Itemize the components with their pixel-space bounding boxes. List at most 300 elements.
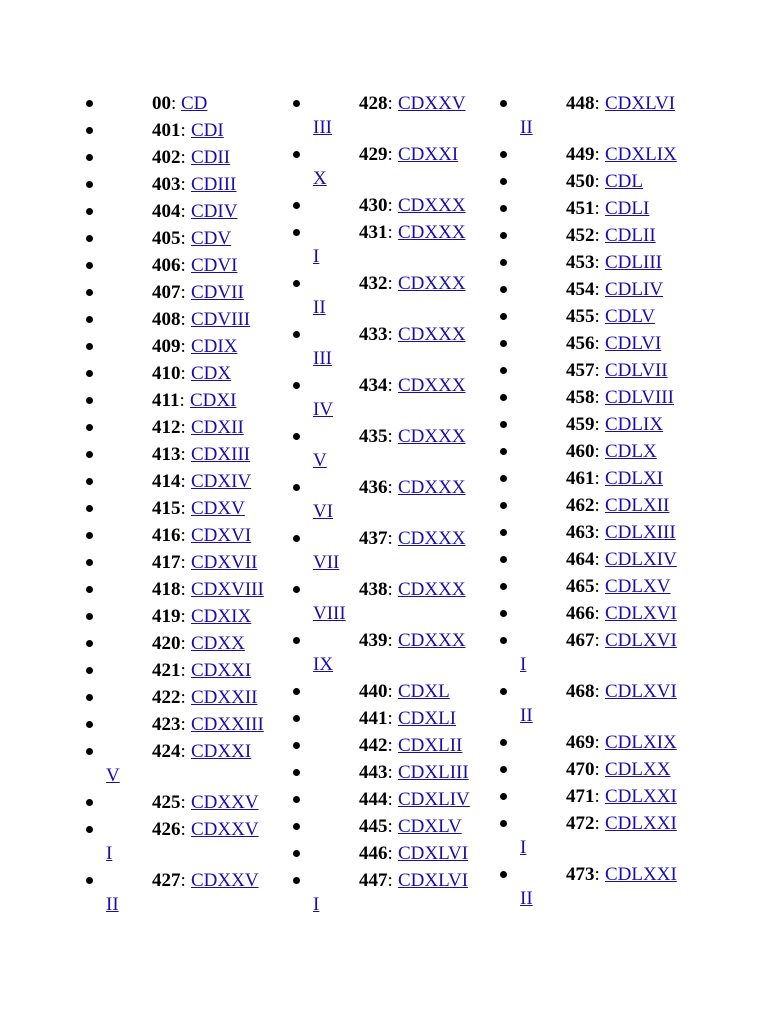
item-number-colon: : (387, 789, 393, 810)
list-item (500, 573, 720, 600)
item-number (566, 90, 600, 117)
item-number-colon: : (594, 732, 600, 753)
roman-numeral-link[interactable]: CDXXI (191, 660, 252, 681)
bullet-icon (86, 877, 93, 884)
item-number-text: 443 (359, 762, 388, 783)
item-number-colon: : (387, 870, 393, 891)
roman-numeral-link[interactable]: CDI (191, 120, 224, 141)
item-number-colon: : (180, 174, 186, 195)
item-number-text: 462 (566, 495, 595, 516)
roman-numeral-link[interactable]: CDXLVI (398, 843, 469, 864)
item-number (566, 783, 600, 810)
item-number-text: 458 (566, 387, 595, 408)
item-number-colon: : (180, 741, 186, 762)
item-number (152, 630, 186, 657)
item-number-colon: : (387, 735, 393, 756)
item-number-text: 441 (359, 708, 388, 729)
list-item (500, 90, 720, 141)
item-number (152, 90, 176, 117)
roman-numeral-link[interactable]: CDLVIII (605, 387, 674, 408)
item-number-colon: : (387, 195, 393, 216)
roman-numeral-link[interactable]: CDXXV (398, 93, 466, 114)
roman-numeral-link[interactable]: CDIV (191, 201, 238, 222)
bullet-icon (293, 769, 300, 776)
bullet-icon (293, 382, 300, 389)
roman-numeral-link[interactable]: CDII (191, 147, 231, 168)
item-number-colon: : (594, 387, 600, 408)
roman-numeral-link[interactable]: CDLXIII (605, 522, 676, 543)
item-number (359, 423, 393, 450)
item-number-colon: : (594, 549, 600, 570)
bullet-icon (500, 151, 507, 158)
list-item (86, 522, 306, 549)
bullet-icon (86, 667, 93, 674)
item-number (566, 861, 600, 888)
item-number (566, 810, 600, 837)
list-item (86, 441, 306, 468)
roman-numeral-link[interactable]: CD (181, 93, 208, 114)
list-item (500, 600, 720, 627)
item-number (359, 627, 393, 654)
list-item (293, 732, 513, 759)
roman-numeral-link-continuation[interactable]: VIII (313, 603, 346, 624)
bullet-icon (293, 823, 300, 830)
item-number-colon: : (387, 816, 393, 837)
bullet-icon (86, 235, 93, 242)
item-number-colon: : (594, 522, 600, 543)
bullet-icon (500, 871, 507, 878)
item-number (359, 678, 393, 705)
roman-numeral-link[interactable]: CDL (605, 171, 643, 192)
item-number (566, 357, 600, 384)
item-number (566, 276, 600, 303)
roman-numeral-link-continuation[interactable]: II (520, 705, 533, 726)
item-number-colon: : (180, 819, 186, 840)
item-number (359, 372, 393, 399)
item-number-text: 429 (359, 144, 388, 165)
roman-numeral-link[interactable]: CDXXII (191, 687, 258, 708)
roman-numeral-link[interactable]: CDXLIX (605, 144, 677, 165)
roman-numeral-link[interactable]: CDLXVI (605, 681, 677, 702)
roman-numeral-link[interactable]: CDLXII (605, 495, 670, 516)
item-number-colon: : (594, 759, 600, 780)
item-number (152, 576, 186, 603)
roman-numeral-link[interactable]: CDXLIV (398, 789, 470, 810)
list-item (86, 549, 306, 576)
item-number (359, 576, 393, 603)
item-number (152, 603, 186, 630)
bullet-icon (500, 793, 507, 800)
item-number-text: 449 (566, 144, 595, 165)
item-number-text: 419 (152, 606, 181, 627)
bullet-icon (86, 289, 93, 296)
item-number-colon: : (387, 579, 393, 600)
item-number (152, 414, 186, 441)
roman-numeral-link[interactable]: CDLXXI (605, 813, 677, 834)
item-number (152, 816, 186, 843)
item-number (359, 219, 393, 246)
roman-numeral-link[interactable]: CDLII (605, 225, 656, 246)
list-item (293, 141, 513, 192)
list-item (500, 168, 720, 195)
item-number (359, 759, 393, 786)
roman-numeral-link[interactable]: CDXLVI (605, 93, 676, 114)
item-number-text: 432 (359, 273, 388, 294)
item-number-text: 452 (566, 225, 595, 246)
list-item (500, 783, 720, 810)
item-number (359, 270, 393, 297)
roman-numeral-link[interactable]: CDXV (191, 498, 245, 519)
item-number-colon: : (387, 528, 393, 549)
roman-numeral-link[interactable]: CDLXV (605, 576, 671, 597)
roman-numeral-link[interactable]: CDXIV (191, 471, 252, 492)
roman-numeral-link[interactable]: CDXVI (191, 525, 252, 546)
item-number-text: 435 (359, 426, 388, 447)
roman-numeral-link[interactable]: CDXXX (398, 375, 466, 396)
roman-numeral-link[interactable]: CDLV (605, 306, 655, 327)
list-item (500, 384, 720, 411)
roman-numeral-link[interactable]: CDLXXI (605, 864, 677, 885)
list-item (86, 198, 306, 225)
item-number (566, 249, 600, 276)
roman-numeral-link[interactable]: CDXL (398, 681, 450, 702)
bullet-icon (293, 877, 300, 884)
item-number (566, 330, 600, 357)
item-number-text: 464 (566, 549, 595, 570)
roman-numeral-link[interactable]: CDXLV (398, 816, 462, 837)
roman-numeral-link-continuation[interactable]: VI (313, 501, 334, 522)
item-number-colon: : (180, 147, 186, 168)
list-item (86, 279, 306, 306)
roman-numeral-link[interactable]: CDLI (605, 198, 650, 219)
roman-numeral-link-continuation[interactable]: II (106, 894, 119, 915)
bullet-icon (500, 688, 507, 695)
roman-numeral-link-continuation[interactable]: I (520, 837, 527, 858)
roman-numeral-link[interactable]: CDLVI (605, 333, 662, 354)
bullet-icon (500, 820, 507, 827)
roman-numeral-link[interactable]: CDXXV (191, 870, 259, 891)
roman-numeral-link[interactable]: CDXXI (398, 144, 459, 165)
roman-numeral-link-continuation[interactable]: III (313, 348, 332, 369)
list-item (86, 171, 306, 198)
item-number (566, 519, 600, 546)
roman-numeral-link[interactable]: CDVIII (191, 309, 251, 330)
roman-numeral-link[interactable]: CDXXX (398, 273, 466, 294)
item-number (152, 549, 186, 576)
list-item (86, 816, 306, 867)
list-item (500, 756, 720, 783)
item-number-colon: : (594, 333, 600, 354)
item-number-text: 438 (359, 579, 388, 600)
list-item (293, 525, 513, 576)
item-number-colon: : (180, 606, 186, 627)
roman-numeral-link[interactable]: CDXVII (191, 552, 258, 573)
bullet-icon (86, 424, 93, 431)
item-number (359, 840, 393, 867)
list-item (500, 249, 720, 276)
roman-numeral-link[interactable]: CDXXX (398, 477, 466, 498)
item-number-colon: : (594, 414, 600, 435)
roman-numeral-link-continuation[interactable]: V (106, 765, 120, 786)
item-number-colon: : (594, 198, 600, 219)
list-column-1 (86, 90, 306, 918)
item-number-text: 404 (152, 201, 181, 222)
list-item (293, 423, 513, 474)
list-item (86, 603, 306, 630)
item-number-colon: : (594, 279, 600, 300)
bullet-icon (86, 262, 93, 269)
item-number-text: 473 (566, 864, 595, 885)
list-item (293, 219, 513, 270)
roman-numeral-link[interactable]: CDXLIII (398, 762, 469, 783)
bullet-icon (293, 796, 300, 803)
roman-numeral-link[interactable]: CDXI (190, 390, 237, 411)
roman-numeral-link[interactable]: CDXXV (191, 819, 259, 840)
item-number-colon: : (180, 660, 186, 681)
roman-numeral-link[interactable]: CDIX (191, 336, 238, 357)
item-number (566, 168, 600, 195)
item-number-colon: : (594, 495, 600, 516)
item-number-text: 409 (152, 336, 181, 357)
roman-numeral-link[interactable]: CDXXX (398, 630, 466, 651)
item-number-colon: : (180, 363, 186, 384)
roman-numeral-link[interactable]: CDLIX (605, 414, 664, 435)
bullet-icon (86, 748, 93, 755)
item-number (359, 192, 393, 219)
list-item (293, 705, 513, 732)
roman-numeral-link[interactable]: CDVII (191, 282, 244, 303)
bullet-icon (500, 340, 507, 347)
item-number-text: 413 (152, 444, 181, 465)
bullet-icon (293, 535, 300, 542)
bullet-icon (86, 505, 93, 512)
item-number-colon: : (180, 309, 186, 330)
bullet-icon (86, 640, 93, 647)
roman-numeral-link[interactable]: CDLVII (605, 360, 668, 381)
list-item (86, 684, 306, 711)
list-item (500, 861, 720, 912)
item-number-text: 401 (152, 120, 181, 141)
roman-numeral-link[interactable]: CDLIII (605, 252, 662, 273)
list-column-3 (500, 90, 720, 912)
roman-numeral-link[interactable]: CDXVIII (191, 579, 264, 600)
item-number-text: 436 (359, 477, 388, 498)
item-number (152, 198, 186, 225)
roman-numeral-link[interactable]: CDLXVI (605, 603, 677, 624)
item-number (359, 705, 393, 732)
roman-numeral-link[interactable]: CDXXX (398, 426, 466, 447)
item-number-colon: : (594, 576, 600, 597)
roman-numeral-link[interactable]: CDLIV (605, 279, 664, 300)
bullet-icon (500, 286, 507, 293)
item-number-colon: : (387, 477, 393, 498)
roman-numeral-link-continuation[interactable]: I (313, 894, 320, 915)
item-number-text: 461 (566, 468, 595, 489)
item-number-text: 405 (152, 228, 181, 249)
list-item (86, 117, 306, 144)
item-number-colon: : (180, 792, 186, 813)
bullet-icon (293, 202, 300, 209)
item-number-text: 457 (566, 360, 595, 381)
bullet-icon (86, 559, 93, 566)
roman-numeral-link[interactable]: CDLXIX (605, 732, 677, 753)
list-item (500, 729, 720, 756)
bullet-icon (293, 637, 300, 644)
roman-numeral-link[interactable]: CDXXV (191, 792, 259, 813)
item-number-text: 468 (566, 681, 595, 702)
roman-numeral-link[interactable]: CDXXX (398, 579, 466, 600)
roman-numeral-link[interactable]: CDLXIV (605, 549, 677, 570)
roman-numeral-link-continuation[interactable]: IX (313, 654, 334, 675)
bullet-icon (500, 583, 507, 590)
item-number (566, 573, 600, 600)
item-number (566, 546, 600, 573)
item-number-colon: : (387, 630, 393, 651)
item-number-colon: : (180, 282, 186, 303)
roman-numeral-link[interactable]: CDLXI (605, 468, 664, 489)
item-number (152, 144, 186, 171)
bullet-icon (293, 715, 300, 722)
item-number-colon: : (180, 336, 186, 357)
roman-numeral-link[interactable]: CDIII (191, 174, 237, 195)
item-number-colon: : (594, 306, 600, 327)
item-number-text: 410 (152, 363, 181, 384)
item-number-text: 467 (566, 630, 595, 651)
roman-numeral-link[interactable]: CDX (191, 363, 232, 384)
item-number (566, 465, 600, 492)
list-item (86, 711, 306, 738)
roman-numeral-link-continuation[interactable]: I (313, 246, 320, 267)
item-number-colon: : (387, 843, 393, 864)
item-number-colon: : (594, 864, 600, 885)
item-number-text: 445 (359, 816, 388, 837)
item-number-text: 00 (152, 93, 171, 114)
item-number-colon: : (180, 444, 186, 465)
list-item (293, 192, 513, 219)
bullet-icon (500, 739, 507, 746)
bullet-icon (500, 259, 507, 266)
item-number-text: 402 (152, 147, 181, 168)
roman-numeral-link[interactable]: CDXIX (191, 606, 252, 627)
item-number (152, 684, 186, 711)
list-item (293, 474, 513, 525)
roman-numeral-link-continuation[interactable]: IV (313, 399, 334, 420)
item-number (152, 117, 186, 144)
roman-numeral-link[interactable]: CDXXX (398, 195, 466, 216)
roman-numeral-link-continuation[interactable]: I (520, 654, 527, 675)
list-item (86, 90, 306, 117)
item-number (566, 756, 600, 783)
bullet-icon (500, 475, 507, 482)
item-number (152, 738, 186, 765)
item-number (359, 813, 393, 840)
bullet-icon (86, 208, 93, 215)
roman-numeral-link-continuation[interactable]: II (520, 117, 533, 138)
roman-numeral-link[interactable]: CDLXX (605, 759, 671, 780)
item-number (152, 657, 186, 684)
bullet-icon (86, 127, 93, 134)
item-number (566, 492, 600, 519)
item-number-text: 469 (566, 732, 595, 753)
list-item (293, 576, 513, 627)
list-item (500, 276, 720, 303)
roman-numeral-link[interactable]: CDLX (605, 441, 657, 462)
item-number-text: 471 (566, 786, 595, 807)
item-number (359, 474, 393, 501)
item-number-colon: : (387, 222, 393, 243)
roman-numeral-link[interactable]: CDXII (191, 417, 244, 438)
list-item (86, 576, 306, 603)
roman-numeral-link[interactable]: CDXXX (398, 528, 466, 549)
item-number-text: 455 (566, 306, 595, 327)
roman-numeral-link[interactable]: CDXLII (398, 735, 463, 756)
list-item (500, 141, 720, 168)
item-number-text: 454 (566, 279, 595, 300)
roman-numeral-link[interactable]: CDXXX (398, 222, 466, 243)
roman-numeral-link-continuation[interactable]: III (313, 117, 332, 138)
roman-numeral-link[interactable]: CDXXIII (191, 714, 264, 735)
roman-numeral-link-continuation[interactable]: II (313, 297, 326, 318)
item-number-text: 427 (152, 870, 181, 891)
roman-numeral-link[interactable]: CDXLVI (398, 870, 469, 891)
roman-numeral-link[interactable]: CDLXVI (605, 630, 677, 651)
roman-numeral-link[interactable]: CDXLI (398, 708, 457, 729)
item-number-colon: : (387, 273, 393, 294)
item-number-text: 466 (566, 603, 595, 624)
roman-numeral-link[interactable]: CDXIII (191, 444, 251, 465)
list-item (293, 270, 513, 321)
roman-numeral-link-continuation[interactable]: VII (313, 552, 340, 573)
item-number (152, 171, 186, 198)
item-number-colon: : (179, 390, 185, 411)
roman-numeral-link-continuation[interactable]: V (313, 450, 327, 471)
roman-numeral-link[interactable]: CDXXX (398, 324, 466, 345)
roman-numeral-link[interactable]: CDLXXI (605, 786, 677, 807)
roman-numeral-link-continuation[interactable]: II (520, 888, 533, 909)
roman-numeral-link[interactable]: CDXXI (191, 741, 252, 762)
list-item (293, 90, 513, 141)
item-number-colon: : (180, 687, 186, 708)
roman-numeral-link[interactable]: CDV (191, 228, 232, 249)
item-number-colon: : (594, 252, 600, 273)
item-number (359, 867, 393, 894)
item-number-colon: : (180, 471, 186, 492)
bullet-icon (86, 799, 93, 806)
item-number (152, 360, 186, 387)
list-item (86, 387, 306, 414)
item-number (152, 867, 186, 894)
item-number-colon: : (180, 714, 186, 735)
item-number-text: 470 (566, 759, 595, 780)
list-item (500, 438, 720, 465)
roman-numeral-link[interactable]: CDXX (191, 633, 245, 654)
item-number-text: 420 (152, 633, 181, 654)
roman-numeral-link-continuation[interactable]: X (313, 168, 327, 189)
item-number-text: 430 (359, 195, 388, 216)
bullet-icon (86, 316, 93, 323)
item-number-colon: : (594, 468, 600, 489)
item-number (566, 600, 600, 627)
item-number (152, 789, 186, 816)
item-number (152, 252, 186, 279)
item-number-text: 463 (566, 522, 595, 543)
item-number-colon: : (180, 579, 186, 600)
item-number-text: 407 (152, 282, 181, 303)
roman-numeral-link-continuation[interactable]: I (106, 843, 113, 864)
bullet-icon (86, 154, 93, 161)
item-number-colon: : (594, 225, 600, 246)
roman-numeral-link[interactable]: CDVI (191, 255, 238, 276)
